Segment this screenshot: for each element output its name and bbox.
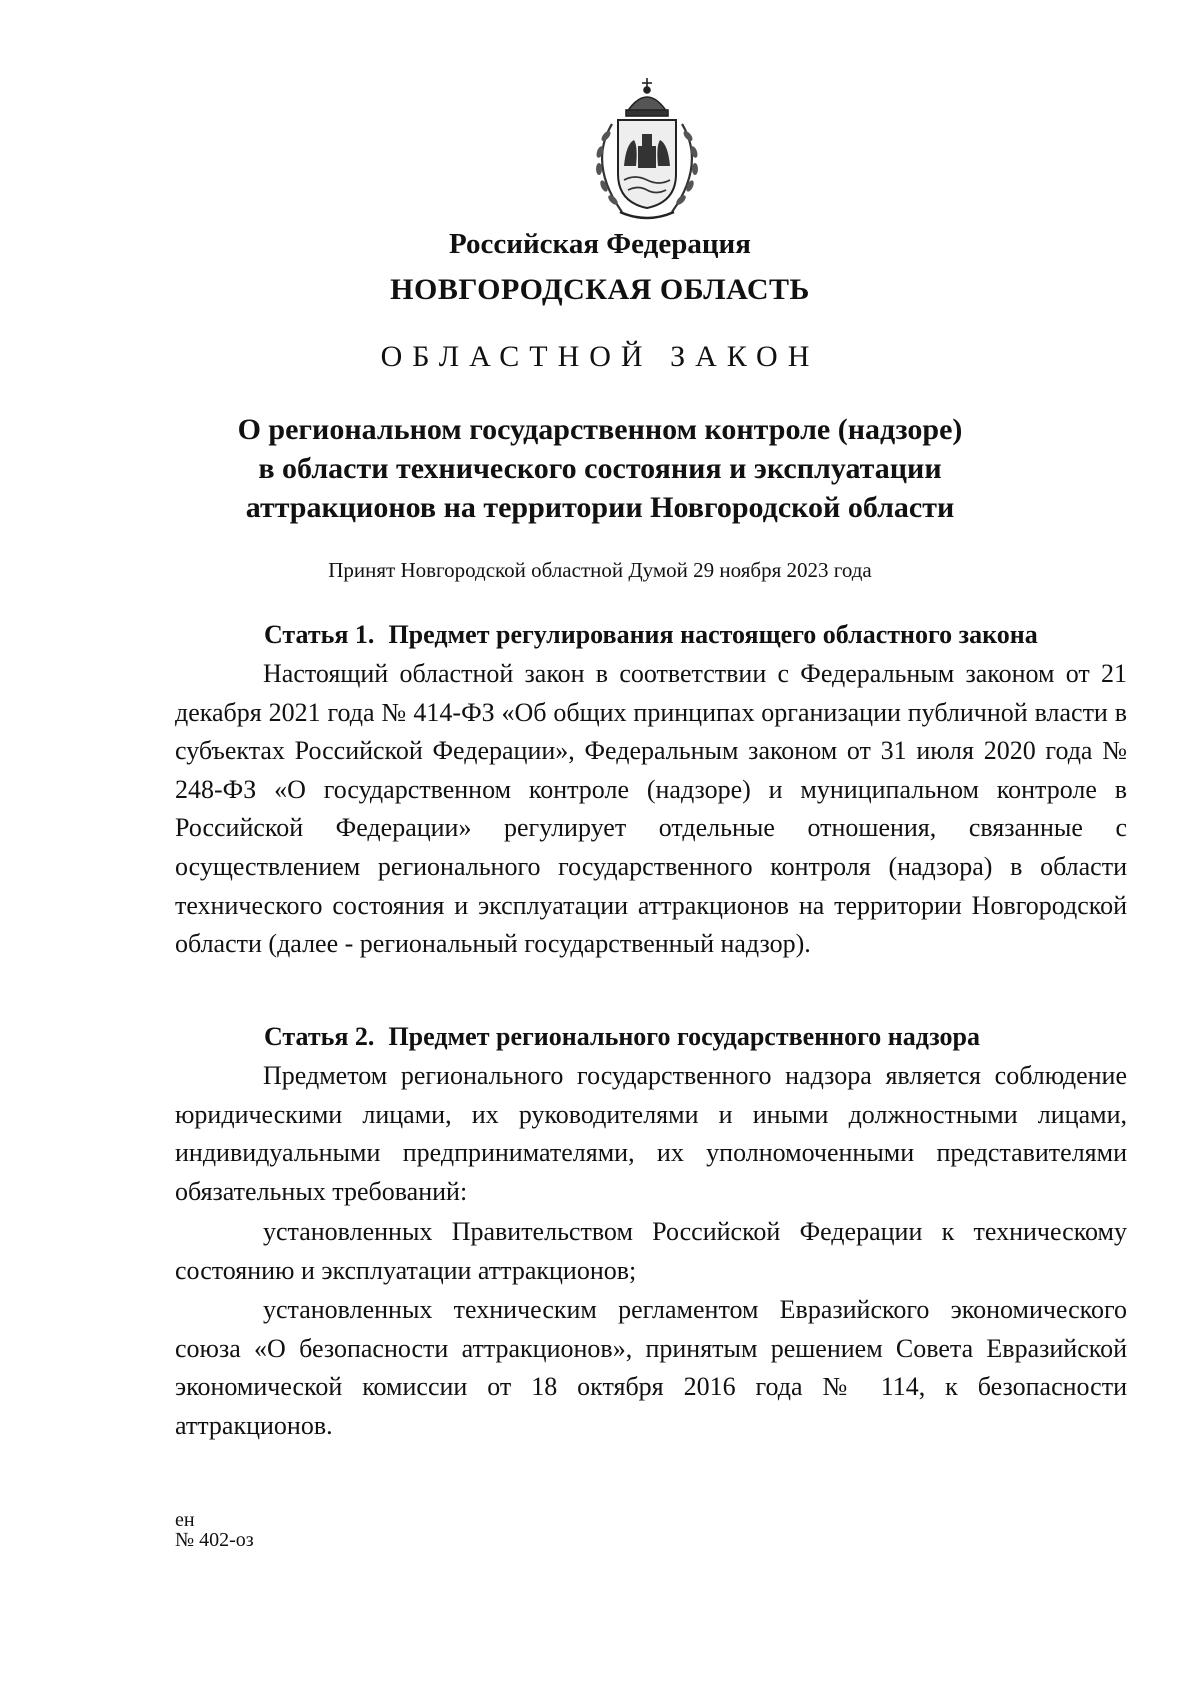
adoption-note: Принят Новгородской областной Думой 29 ноября 2023 года (328, 558, 872, 582)
article-1-text: Настоящий областной закон в соответствии с Федеральным законом от 21 декабря 2021 года № 414-ФЗ «Об общих принципах организации публичной власти в субъектах Российской Федерации», Федеральным законом от 31 июля 2020 года № 248-ФЗ «О государственном контроле (надзоре) и муниципальном контроле в Российской Федерации» регулирует отдельные отношения, связанные с осуществлением регионального государственного контроля (надзора) в области технического состояния и эксплуатации аттракционов на территории Новгородской области (далее - региональный государственный надзор). (175, 659, 1127, 959)
law-title-line: О региональном государственном контроле (надзоре) (237, 413, 963, 446)
article-2-heading (264, 1022, 980, 1052)
document-type: ОБЛАСТНОЙ ЗАКОН (380, 340, 820, 373)
article-number: Статья 2. (264, 1022, 375, 1051)
document-footer (175, 1510, 254, 1550)
law-title (0, 410, 1200, 527)
country-name: Российская Федерация (449, 228, 751, 260)
region-name: НОВГОРОДСКАЯ ОБЛАСТЬ (390, 273, 810, 306)
article-heading-text: Предмет регионального государственного надзора (388, 1022, 981, 1051)
law-title-line: в области технического состояния и эксплуатации (258, 452, 942, 485)
article-1-heading (264, 620, 1038, 650)
novgorod-coat-of-arms-icon (582, 74, 712, 224)
registration-number: № 402-оз (175, 1529, 254, 1551)
article-heading-text: Предмет регулирования настоящего областного закона (388, 620, 1038, 649)
article-2-paragraph: установленных техническим регламентом Евразийского экономического союза «О безопасности аттракционов», принятым решением Совета Евразийской экономической комиссии от 18 октября 2016 года № 114, к безопасности аттракционов. (175, 1295, 1127, 1440)
article-number: Статья 1. (264, 620, 375, 649)
article-2-paragraph: Предметом регионального государственного надзора является соблюдение юридическими лицами, их руководителями и иными должностными лицами, индивидуальными предпринимателями, их уполномоченными представителями обязательных требований: (175, 1061, 1127, 1206)
article-2-paragraph: установленных Правительством Российской Федерации к техническому состоянию и эксплуатации аттракционов; (175, 1217, 1127, 1285)
law-title-line: аттракционов на территории Новгородской области (245, 491, 955, 524)
executor-initials: ен (175, 1509, 195, 1531)
